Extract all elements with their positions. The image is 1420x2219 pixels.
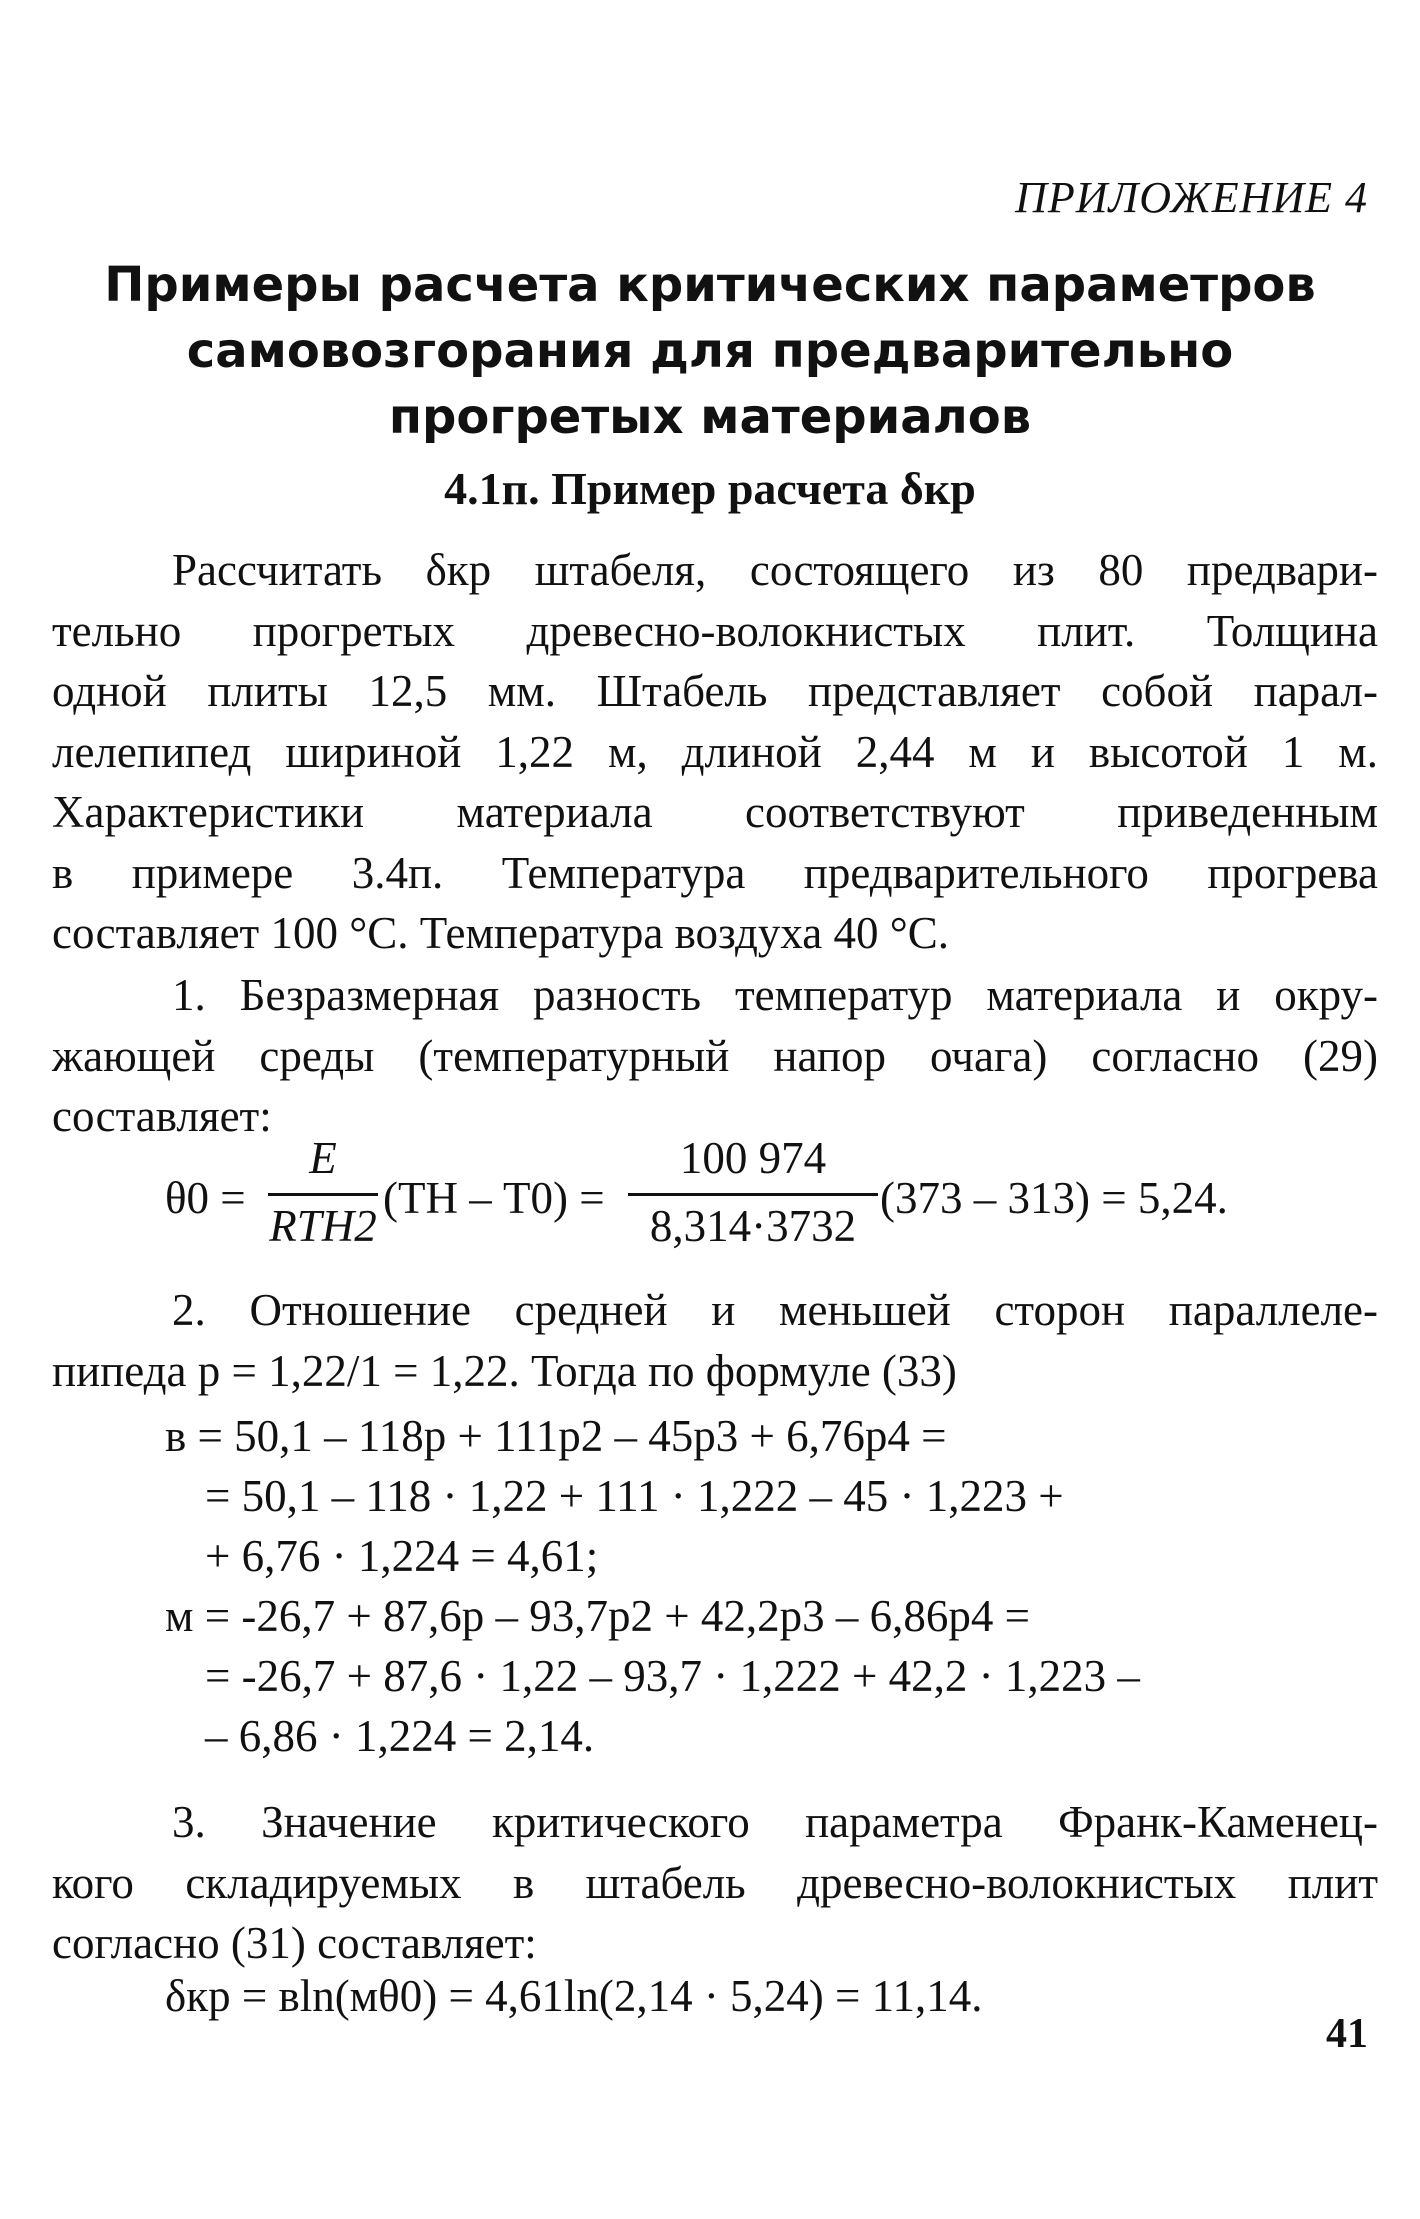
- text-line: 2. Отношение средней и меньшей сторон параллеле-: [172, 1285, 1378, 1335]
- text-line: одной плиты 12,5 мм. Штабель представляет собой парал-: [52, 666, 1378, 716]
- section-subtitle: 4.1п. Пример расчета δкр: [444, 463, 976, 514]
- appendix-label: ПРИЛОЖЕНИЕ 4: [1015, 173, 1368, 222]
- fraction-bar: [268, 1193, 378, 1196]
- formula-line: м = -26,7 + 87,6p – 93,7p2 + 42,2p3 – 6,86p4 =: [165, 1591, 1030, 1641]
- formula-line: = 50,1 – 118 · 1,22 + 111 · 1,222 – 45 · 1,223 +: [205, 1471, 1064, 1521]
- formula-delta: δкр = вln(мθ0) = 4,61ln(2,14 · 5,24) = 11,14.: [165, 1971, 983, 2021]
- formula-lhs: θ0 =: [165, 1173, 246, 1223]
- text-line: 3. Значение критического параметра Франк-Каменец-: [172, 1797, 1378, 1847]
- formula-line: в = 50,1 – 118p + 111p2 – 45p3 + 6,76p4 =: [165, 1411, 947, 1461]
- title-line: самовозгорания для предварительно: [186, 323, 1234, 379]
- text-line: составляет 100 °С. Температура воздуха 40 °С.: [52, 908, 950, 958]
- step1-paragraph: [52, 965, 1378, 1147]
- fraction-numerator: 100 974: [679, 1133, 827, 1183]
- title-line: прогретых материалов: [388, 389, 1032, 445]
- page-number: 41: [1326, 2011, 1368, 2057]
- text-line: кого складируемых в штабель древесно-волокнистых плит: [52, 1857, 1378, 1908]
- text-line: согласно (31) составляет:: [52, 1918, 537, 1968]
- text-line: пипеда p = 1,22/1 = 1,22. Тогда по формуле (33): [52, 1345, 957, 1396]
- title-line: Примеры расчета критических параметров: [104, 257, 1316, 313]
- intro-paragraph: [52, 540, 1378, 964]
- step3-paragraph: [52, 1792, 1378, 1974]
- formula-line: + 6,76 · 1,224 = 4,61;: [205, 1531, 599, 1581]
- text-line: жающей среды (температурный напор очага) согласно (29): [52, 1030, 1378, 1081]
- text-line: Рассчитать δкр штабеля, состоящего из 80 предвари-: [172, 545, 1378, 595]
- fraction-numerator: E: [309, 1133, 337, 1183]
- text-line: Характеристики материала соответствуют приведенным: [52, 787, 1378, 837]
- step2-paragraph: [52, 1280, 1378, 1401]
- text-line: в примере 3.4п. Температура предварительного прогрева: [52, 847, 1378, 898]
- formula-line: – 6,86 · 1,224 = 2,14.: [205, 1711, 595, 1761]
- text-line: 1. Безразмерная разность температур материала и окру-: [172, 970, 1378, 1020]
- text-line: составляет:: [52, 1091, 272, 1141]
- text-line: тельно прогретых древесно-волокнистых плит. Толщина: [52, 605, 1378, 656]
- formula-tail: (373 – 313) = 5,24.: [880, 1173, 1228, 1223]
- text-line: лелепипед шириной 1,22 м, длиной 2,44 м и высотой 1 м.: [52, 726, 1378, 777]
- fraction-bar: [628, 1193, 878, 1196]
- formula-middle: (TН – T0) =: [383, 1173, 605, 1223]
- fraction-denominator: 8,314·3732: [649, 1201, 857, 1251]
- page-title: [40, 252, 1380, 450]
- formula-line: = -26,7 + 87,6 · 1,22 – 93,7 · 1,222 + 42,2 · 1,223 –: [205, 1651, 1140, 1701]
- fraction-denominator: RTН2: [269, 1201, 377, 1251]
